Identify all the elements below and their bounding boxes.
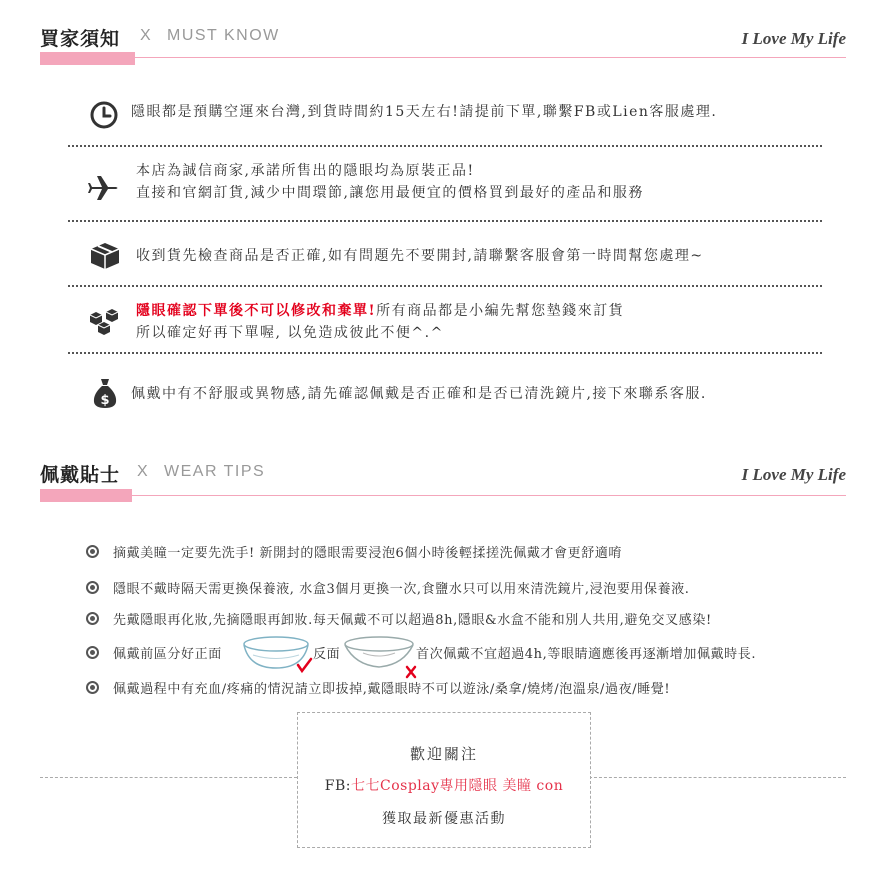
bullet-icon xyxy=(86,545,99,558)
notice-text: 本店為誠信商家,承諾所售出的隱眼均為原裝正品! xyxy=(136,163,475,179)
wear-tips-header xyxy=(40,460,846,500)
notice-preorder xyxy=(131,101,717,123)
section-tagline: I Love My Life xyxy=(741,465,846,484)
airplane-icon xyxy=(88,172,120,204)
box-icon xyxy=(89,241,121,271)
tip-text: 首次佩戴不宜超過4h,等眼睛適應後再逐漸增加佩戴時長. xyxy=(416,647,757,662)
section-title-divider: X xyxy=(137,463,150,480)
pink-rule xyxy=(135,57,846,58)
lens-reverse-icon xyxy=(343,635,421,681)
warning-text: 隱眼確認下單後不可以修改和棄單! xyxy=(136,303,377,319)
svg-text:$: $ xyxy=(100,393,110,408)
bullet-icon xyxy=(86,681,99,694)
section-title-zh: 買家須知 xyxy=(40,28,121,50)
notice-text: 佩戴中有不舒服或異物感,請先確認佩戴是否正確和是否已清洗鏡片,接下來聯系客服. xyxy=(131,386,707,402)
fb-prefix: FB: xyxy=(324,778,351,794)
bullet-icon xyxy=(86,581,99,594)
clock-icon xyxy=(90,101,118,129)
notice-discomfort xyxy=(131,383,707,405)
follow-box xyxy=(297,712,591,848)
section-tagline: I Love My Life xyxy=(741,29,846,48)
bullet-icon xyxy=(86,612,99,625)
notice-text: 所以確定好再下單喔, 以免造成彼此不便^.^ xyxy=(136,325,444,341)
tip-text: 隱眼不戴時隔天需更換保養液, 水盒3個月更換一次,食鹽水只可以用來清洗鏡片,浸泡要用保養液. xyxy=(113,582,690,597)
pink-accent-bar xyxy=(40,489,132,502)
tip-text-back xyxy=(313,645,340,665)
fb-page-name: 七七Cosplay專用隱眼 美瞳 con xyxy=(351,778,564,794)
notice-text: 直接和官網訂貨,減少中間環節,讓您用最便宜的價格買到最好的產品和服務 xyxy=(136,185,644,201)
tip-item xyxy=(86,611,712,631)
boxes-icon xyxy=(87,305,121,337)
tip-item xyxy=(86,580,690,600)
follow-heading: 歡迎關注 xyxy=(409,745,478,763)
must-know-header xyxy=(40,24,846,64)
dotted-divider xyxy=(68,220,822,222)
notice-text: 隱眼都是預購空運來台灣,到貨時間約15天左右!請提前下單,聯繫FB或Lien客服處理. xyxy=(131,104,718,120)
tip-item xyxy=(86,645,222,665)
notice-text: 收到貨先檢查商品是否正確,如有問題先不要開封,請聯繫客服會第一時間幫您處理~ xyxy=(136,248,704,264)
notice-no-cancel xyxy=(136,300,624,344)
tip-text: 先戴隱眼再化妝,先摘隱眼再卸妝.每天佩戴不可以超過8h,隱眼&水盒不能和別人共用,避免交叉感染! xyxy=(113,613,712,628)
section-title-en: WEAR TIPS xyxy=(164,463,266,480)
dashed-line-right xyxy=(589,777,846,778)
notice-check-goods xyxy=(136,245,704,267)
dashed-line-left xyxy=(40,777,297,778)
tip-text: 佩戴過程中有充血/疼痛的情況請立即拔掉,戴隱眼時不可以遊泳/桑拿/燒烤/泡溫泉/過夜/睡覺! xyxy=(113,682,671,697)
tip-text: 摘戴美瞳一定要先洗手! 新開封的隱眼需要浸泡6個小時後輕揉搓洗佩戴才會更舒適唷 xyxy=(113,546,623,561)
bullet-icon xyxy=(86,646,99,659)
tip-text: 反面 xyxy=(313,647,341,662)
money-bag-icon xyxy=(92,377,118,409)
tip-text: 佩戴前區分好正面 xyxy=(113,647,222,662)
dotted-divider xyxy=(68,285,822,287)
notice-authentic xyxy=(136,160,644,204)
section-title-en: MUST KNOW xyxy=(167,27,280,44)
lens-front-icon xyxy=(241,635,313,677)
dotted-divider xyxy=(68,145,822,147)
tip-item xyxy=(86,544,622,564)
section-title-divider: X xyxy=(140,27,153,44)
follow-footer: 獲取最新優惠活動 xyxy=(382,811,506,827)
notice-text: 所有商品都是小編先幫您墊錢來訂貨 xyxy=(376,303,625,319)
section-title-zh: 佩戴貼士 xyxy=(40,464,121,486)
tip-item xyxy=(86,680,670,700)
dotted-divider xyxy=(68,352,822,354)
facebook-link[interactable] xyxy=(298,775,590,795)
tip-text-first-wear xyxy=(416,645,756,665)
pink-rule xyxy=(132,495,846,496)
pink-accent-bar xyxy=(40,52,135,65)
